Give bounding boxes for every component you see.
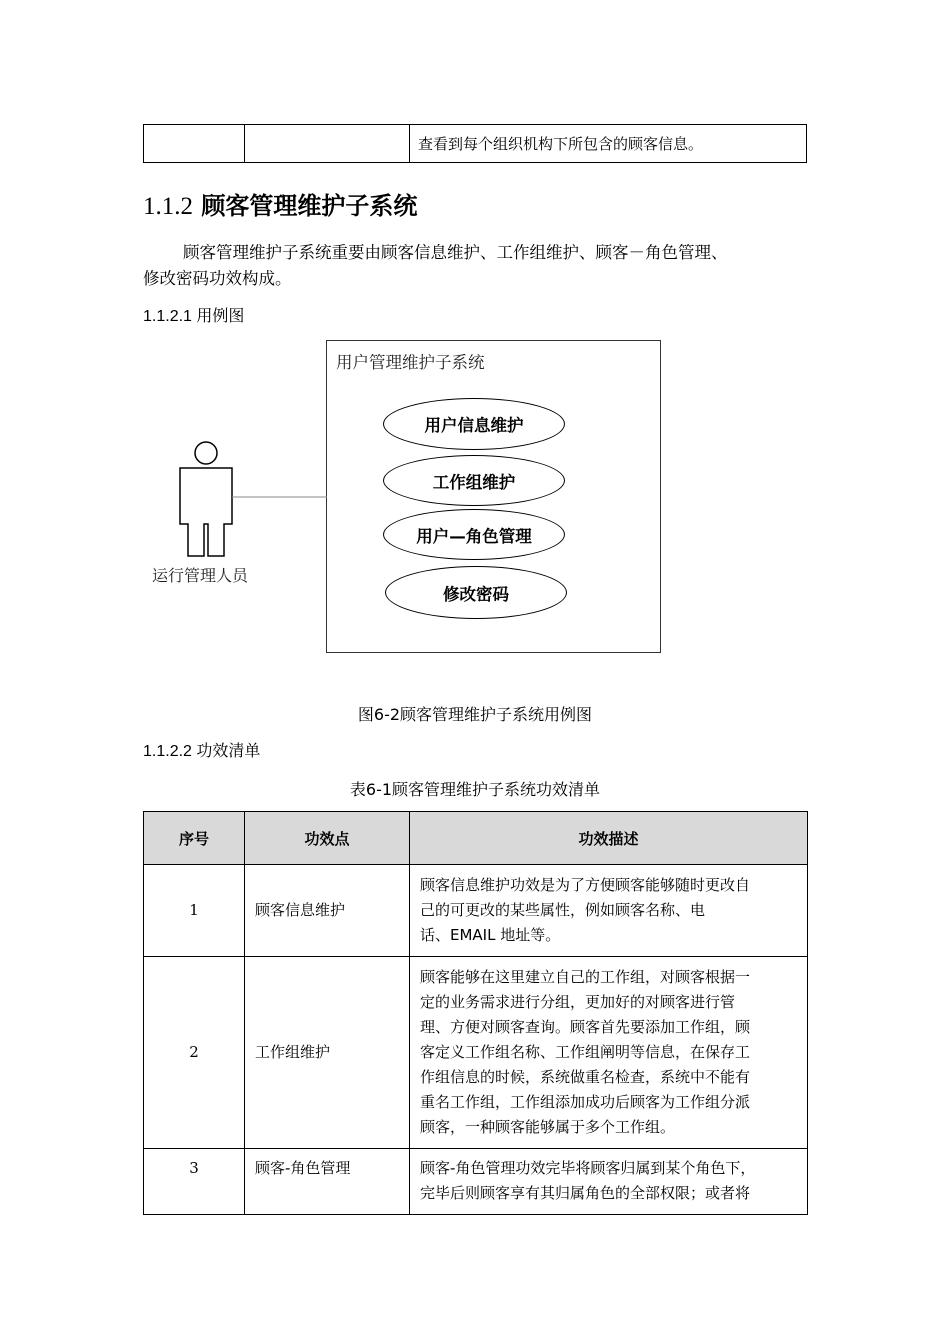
function-name: 工作组维护 [245,957,410,1149]
table-row [144,865,808,957]
intro-paragraph-line: 顾客管理维护子系统重要由顾客信息维护、工作组维护、顾客－角色管理、 [183,243,728,262]
table-cell: 查看到每个组织机构下所包含的顾客信息。 [410,125,807,163]
usecase-ellipse: 修改密码 [385,566,567,619]
description-line: 完毕后则顾客享有其归属角色的全部权限；或者将 [420,1184,751,1202]
actor-icon [170,438,330,563]
actor-label: 运行管理人员 [152,566,249,585]
function-name: 顾客信息维护 [245,865,410,957]
column-header: 功效点 [245,812,410,865]
previous-table-fragment [143,124,807,163]
function-description [410,865,808,957]
description-line: 顾客信息维护功效是为了方便顾客能够随时更改自 [420,876,751,894]
section-title: 顾客管理维护子系统 [201,192,418,220]
function-table [143,811,808,1215]
usecase-ellipse: 用户—角色管理 [383,509,565,560]
description-line: 客定义工作组名称、工作组阐明等信息，在保存工 [420,1043,751,1061]
section-number: 1.1.2 [143,193,193,220]
description-line: 重名工作组，工作组添加成功后顾客为工作组分派 [420,1093,751,1111]
row-number: 1 [144,865,245,957]
subsection-heading-functions: 1.1.2.2 功效清单 [143,743,261,760]
row-number: 3 [144,1149,245,1215]
description-line: 话、EMAIL 地址等。 [420,926,561,944]
figure-caption: 图6-2顾客管理维护子系统用例图 [357,705,593,724]
description-line: 理、方便对顾客查询。顾客首先要添加工作组，顾 [420,1018,751,1036]
description-line: 顾客能够在这里建立自己的工作组，对顾客根据一 [420,968,751,986]
row-number: 2 [144,957,245,1149]
column-header: 功效描述 [410,812,808,865]
description-line: 顾客，一种顾客能够属于多个工作组。 [420,1118,676,1136]
column-header: 序号 [144,812,245,865]
description-line: 作组信息的时候，系统做重名检查，系统中不能有 [420,1068,751,1086]
function-description [410,957,808,1149]
intro-paragraph-line: 修改密码功效构成。 [143,269,292,288]
system-label: 用户管理维护子系统 [336,353,485,372]
subsection-heading-usecase: 1.1.2.1 用例图 [143,308,245,325]
usecase-ellipse: 工作组维护 [383,455,565,506]
table-row [144,1149,808,1215]
description-line: 定的业务需求进行分组，更加好的对顾客进行管 [420,993,736,1011]
function-description [410,1149,808,1215]
table-row [144,125,807,163]
table-cell [245,125,410,163]
table-cell [144,125,245,163]
description-line: 顾客-角色管理功效完毕将顾客归属到某个角色下， [420,1159,756,1177]
usecase-ellipse: 用户信息维护 [383,398,565,450]
table-row [144,957,808,1149]
table-caption: 表6-1顾客管理维护子系统功效清单 [349,780,601,799]
description-line: 己的可更改的某些属性，例如顾客名称、电 [420,901,706,919]
section-heading [143,186,417,221]
table-header-row [144,812,808,865]
function-name: 顾客-角色管理 [245,1149,410,1215]
